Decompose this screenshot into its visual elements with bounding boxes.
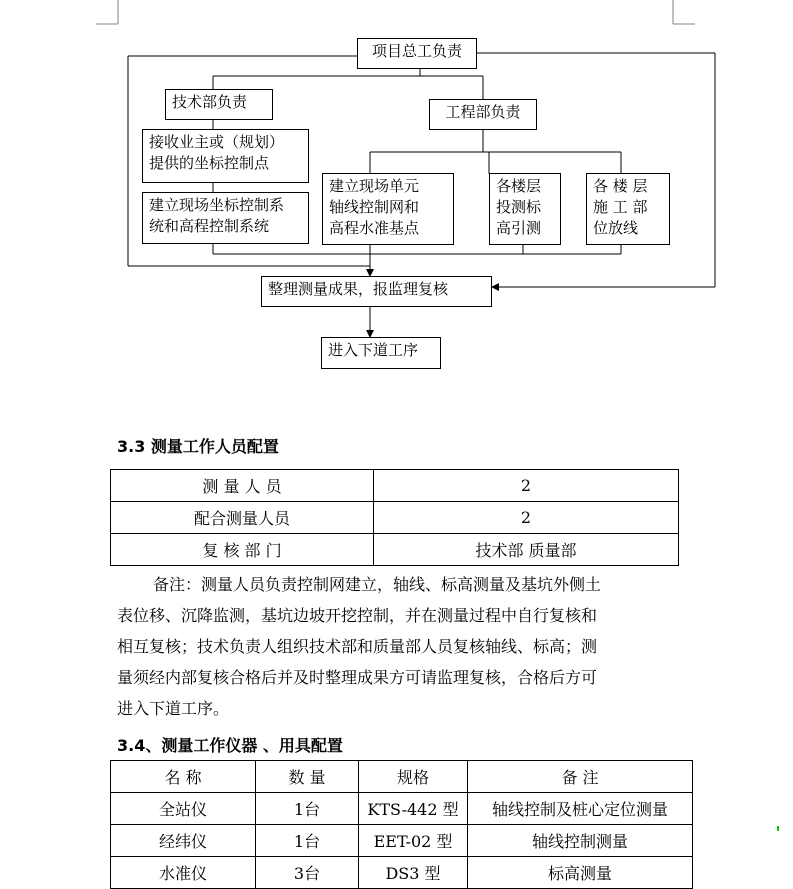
staff-value-cell: 2: [374, 470, 679, 502]
cell: 轴线控制及桩心定位测量: [468, 793, 693, 825]
box-floor-elevation: [489, 173, 561, 245]
cell: 轴线控制测量: [468, 825, 693, 857]
box-tech-dept-text: 技术部负责: [172, 93, 248, 111]
box-receive-control-points: [142, 129, 309, 183]
box-text-line: 高程水准基点: [329, 219, 420, 237]
cell: 全站仪: [111, 793, 256, 825]
box-organize-results: [261, 276, 492, 307]
box-next-step: [321, 337, 441, 369]
cell: 3台: [256, 857, 359, 889]
box-text-line: 提供的坐标控制点: [149, 154, 270, 172]
box-text-line: 轴线控制网和: [329, 198, 420, 216]
note-line: 进入下道工序。: [117, 699, 230, 718]
instrument-table: [110, 760, 693, 889]
staff-label-cell: 配合测量人员: [111, 502, 374, 534]
note-line: 量须经内部复核合格后并及时整理成果方可请监理复核，合格后方可: [117, 668, 598, 687]
staff-label-cell: 复 核 部 门: [111, 534, 374, 566]
note-line: 相互复核；技术负责人组织技术部和质量部人员复核轴线、标高；测: [117, 637, 598, 656]
header-cell: 数 量: [256, 761, 359, 793]
box-establish-system: [142, 192, 309, 244]
box-text-line: 投测标: [496, 198, 542, 216]
box-organize-results-text: 整理测量成果，报监理复核: [268, 280, 449, 298]
section-heading-3-3: 3.3 测量工作人员配置: [117, 437, 279, 456]
box-eng-dept-text: 工程部负责: [445, 103, 521, 121]
cell: 经纬仪: [111, 825, 256, 857]
cell: 水准仪: [111, 857, 256, 889]
box-floor-layout: [586, 173, 670, 245]
box-text-line: 各楼层: [496, 177, 542, 195]
box-text-line: 施 工 部: [593, 198, 648, 216]
box-text-line: 接收业主或（规划）: [149, 133, 285, 151]
table-row: [111, 470, 679, 502]
box-text-line: 各 楼 层: [593, 177, 648, 195]
staff-value-cell: 2: [374, 502, 679, 534]
box-establish-grid: [322, 173, 454, 245]
staff-label-cell: 测 量 人 员: [111, 470, 374, 502]
table-row: [111, 793, 693, 825]
staff-table: [110, 469, 679, 566]
box-text-line: 统和高程控制系统: [149, 217, 270, 235]
table-row: [111, 857, 693, 889]
header-cell: 名 称: [111, 761, 256, 793]
box-next-step-text: 进入下道工序: [328, 341, 419, 359]
header-cell: 规格: [359, 761, 468, 793]
table-row: [111, 825, 693, 857]
box-text-line: 建立现场坐标控制系: [149, 196, 285, 214]
cell: EET-02 型: [359, 825, 468, 857]
box-text-line: 位放线: [593, 219, 639, 237]
table-row: [111, 534, 679, 566]
box-chief-engineer-text: 项目总工负责: [371, 42, 462, 60]
note-line: 表位移、沉降监测，基坑边坡开挖控制，并在测量过程中自行复核和: [117, 606, 598, 625]
box-text-line: 建立现场单元: [329, 177, 420, 195]
table-header-row: [111, 761, 693, 793]
note-line: 备注：测量人员负责控制网建立，轴线、标高测量及基坑外侧土: [153, 575, 602, 594]
cell: 1台: [256, 793, 359, 825]
cell: 标高测量: [468, 857, 693, 889]
cell: DS3 型: [359, 857, 468, 889]
box-chief-engineer: [357, 38, 477, 69]
cell: 1台: [256, 825, 359, 857]
box-tech-dept: [165, 89, 273, 120]
staff-value-cell: 技术部 质量部: [374, 534, 679, 566]
section-heading-3-4: 3.4、测量工作仪器 、用具配置: [117, 736, 343, 755]
table-row: [111, 502, 679, 534]
box-eng-dept: [429, 99, 537, 130]
note-paragraph: [117, 569, 677, 724]
header-cell: 备 注: [468, 761, 693, 793]
cell: KTS-442 型: [359, 793, 468, 825]
box-text-line: 高引测: [496, 219, 542, 237]
